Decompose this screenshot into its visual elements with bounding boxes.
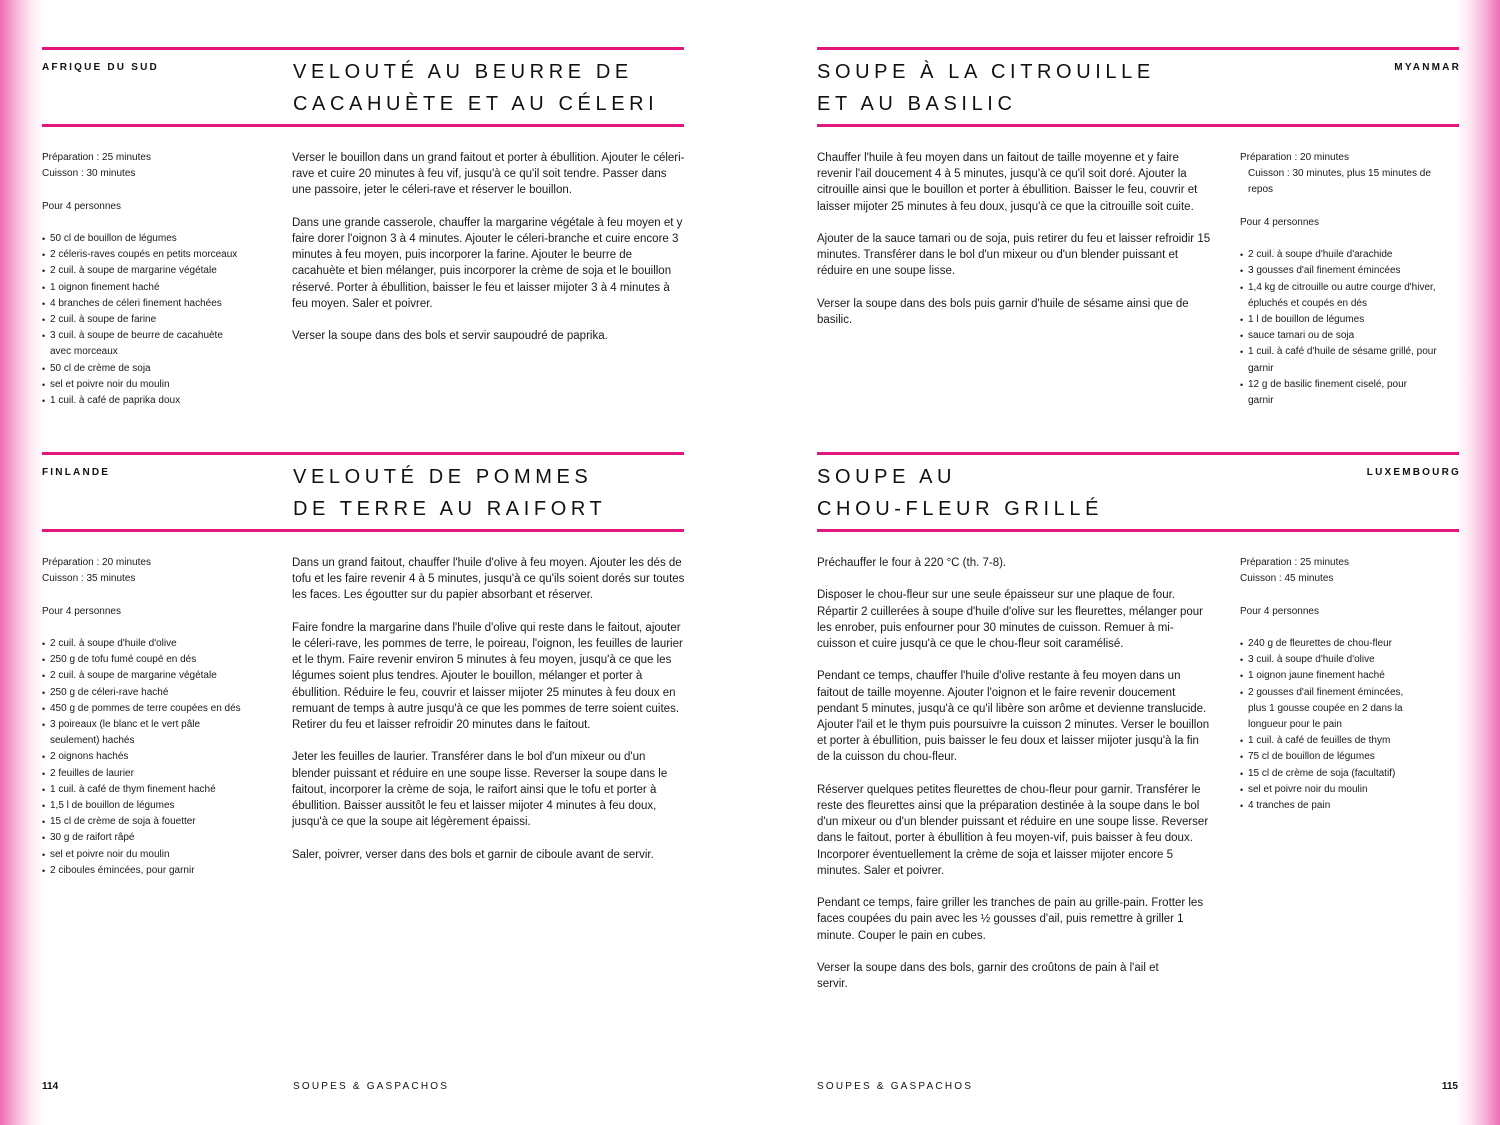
recipe-steps: [292, 555, 686, 879]
prep-time: Préparation : 20 minutes: [42, 557, 151, 568]
cook-time: Cuisson : 30 minutes, plus 15 minutes de repos: [1248, 168, 1431, 196]
ingredient: • 2 oignons hachés: [42, 749, 267, 765]
step-paragraph: Saler, poivrer, verser dans des bols et garnir de ciboule avant de servir.: [292, 848, 654, 861]
ingredient-list: [42, 636, 267, 879]
ingredient: • 2 cuil. à soupe d'huile d'olive: [42, 636, 267, 652]
step-paragraph: Verser le bouillon dans un grand faitout et porter à ébullition. Ajouter le céleri-rave et cuire 20 minutes à feu vif, jusqu'à ce qu'il soit tendre. Passer dans une passoire, jeter le céleri-rave et réserver le bouillon.: [292, 152, 685, 197]
ingredient: • 1,4 kg de citrouille ou autre courge d'hiver, épluchés et coupés en dés: [1240, 280, 1458, 312]
title-line: VELOUTÉ DE POMMES: [293, 466, 593, 488]
recipe-country: MYANMAR: [1394, 62, 1461, 73]
step-paragraph: Dans une grande casserole, chauffer la margarine végétale à feu moyen et y faire dorer l'oignon 3 à 4 minutes. Ajouter le céleri-branche et cuire encore 3 minutes à feu moyen, puis incorporer la farine. Ajouter le beurre de cacahuète et bien mélanger, puis incorporer la crème de soja et le bouillon réservé. Porter à ébullition, baisser le feu et laisser mijoter 3 à 4 minutes à feu moyen. Saler et poivrer.: [292, 216, 683, 310]
recipe-country: LUXEMBOURG: [1366, 467, 1461, 478]
title-line: SOUPE À LA CITROUILLE: [817, 61, 1155, 83]
recipe-title: [293, 461, 606, 525]
page-edge-left: [0, 0, 44, 1125]
ingredient: • 15 cl de crème de soja à fouetter: [42, 814, 267, 830]
ingredient: • 15 cl de crème de soja (facultatif): [1240, 766, 1458, 782]
servings: Pour 4 personnes: [42, 605, 121, 617]
title-line: CHOU-FLEUR GRILLÉ: [817, 498, 1104, 520]
ingredient: • 2 feuilles de laurier: [42, 766, 267, 782]
ingredient: • 3 cuil. à soupe d'huile d'olive: [1240, 652, 1458, 668]
ingredient: • sel et poivre noir du moulin: [1240, 782, 1458, 798]
step-paragraph: Verser la soupe dans des bols, garnir des croûtons de pain à l'ail et servir.: [817, 962, 1159, 991]
ingredient: • 50 cl de crème de soja: [42, 361, 267, 377]
ingredient: • 1 cuil. à café de thym finement haché: [42, 782, 267, 798]
page-edge-right: [1456, 0, 1500, 1125]
ingredient: • sauce tamari ou de soja: [1240, 328, 1458, 344]
bottom-rule: [42, 124, 684, 127]
servings: Pour 4 personnes: [42, 200, 121, 212]
step-paragraph: Préchauffer le four à 220 °C (th. 7-8).: [817, 557, 1007, 569]
ingredient-list: [1240, 636, 1458, 814]
step-paragraph: Jeter les feuilles de laurier. Transférer dans le bol d'un mixeur ou d'un blender puissant et réduire en une soupe lisse. Reverser la soupe dans le faitout, incorporer la crème de soja, le raifort ainsi que le tofu et porter à ébullition. Baisser aussitôt le feu et laisser mijoter 4 minutes à feu doux, jusqu'à ce que la soupe ait légèrement épaissi.: [292, 751, 668, 829]
recipe-steps: [292, 150, 686, 361]
bottom-rule: [817, 124, 1459, 127]
ingredient: • 30 g de raifort râpé: [42, 830, 267, 846]
top-rule: [42, 47, 684, 50]
step-paragraph: Disposer le chou-fleur sur une seule épaisseur sur une plaque de four. Répartir 2 cuillerées à soupe d'huile d'olive sur les fleurettes, mélanger pour les enrober, puis enfourner pour 30 minutes de cuisson. Remuer à mi-cuisson et cuire jusqu'à ce que le chou-fleur soit caramélisé.: [817, 589, 1204, 650]
recipe-meta: [1240, 555, 1458, 814]
title-line: CACAHUÈTE ET AU CÉLERI: [293, 93, 659, 115]
step-paragraph: Dans un grand faitout, chauffer l'huile d'olive à feu moyen. Ajouter les dés de tofu et les faire revenir 4 à 5 minutes, jusqu'à ce qu'ils soient dorés sur toutes les faces. Les égoutter sur du papier absorbant et réserver.: [292, 557, 685, 602]
bottom-rule: [817, 529, 1459, 532]
top-rule: [817, 452, 1459, 455]
ingredient: • 250 g de tofu fumé coupé en dés: [42, 652, 267, 668]
step-paragraph: Pendant ce temps, faire griller les tranches de pain au grille-pain. Frotter les faces coupées du pain avec les ½ gousses d'ail, puis remettre à griller 1 minute. Couper le pain en cubes.: [817, 897, 1204, 942]
ingredient: • 240 g de fleurettes de chou-fleur: [1240, 636, 1458, 652]
recipe-meta: [42, 150, 267, 409]
ingredient: • 1,5 l de bouillon de légumes: [42, 798, 267, 814]
top-rule: [817, 47, 1459, 50]
servings: Pour 4 personnes: [1240, 216, 1319, 228]
ingredient: • 1 cuil. à café d'huile de sésame grillé, pour garnir: [1240, 344, 1458, 376]
ingredient: • 3 gousses d'ail finement émincées: [1240, 263, 1458, 279]
ingredient: • 1 cuil. à café de paprika doux: [42, 393, 267, 409]
ingredient: • 450 g de pommes de terre coupées en dés: [42, 701, 267, 717]
cook-time: Cuisson : 35 minutes: [42, 573, 136, 585]
prep-time: Préparation : 25 minutes: [1240, 557, 1349, 568]
recipe-steps: [817, 555, 1211, 1009]
cook-time: Cuisson : 30 minutes: [42, 168, 136, 180]
recipe-meta: [1240, 150, 1458, 409]
ingredient-list: [42, 231, 267, 409]
ingredient: • 2 cuil. à soupe de margarine végétale: [42, 263, 267, 279]
servings: Pour 4 personnes: [1240, 605, 1319, 617]
ingredient-list: [1240, 247, 1458, 409]
ingredient: • 2 cuil. à soupe de farine: [42, 312, 267, 328]
title-line: DE TERRE AU RAIFORT: [293, 498, 607, 520]
top-rule: [42, 452, 684, 455]
recipe-times: [1240, 555, 1458, 587]
step-paragraph: Ajouter de la sauce tamari ou de soja, puis retirer du feu et laisser refroidir 15 minutes. Transférer dans le bol d'un mixeur ou d'un blender puissant et réduire en une soupe lisse.: [817, 233, 1211, 278]
ingredient: • 2 cuil. à soupe de margarine végétale: [42, 668, 267, 684]
prep-time: Préparation : 20 minutes: [1240, 152, 1349, 163]
ingredient: • 4 branches de céleri finement hachées: [42, 296, 267, 312]
ingredient: • 1 cuil. à café de feuilles de thym: [1240, 733, 1458, 749]
recipe-title: [817, 56, 1155, 120]
ingredient: • 50 cl de bouillon de légumes: [42, 231, 267, 247]
ingredient: • 2 gousses d'ail finement émincées, plus 1 gousse coupée en 2 dans la longueur pour le pain: [1240, 685, 1458, 734]
recipe-title: [817, 461, 1103, 525]
title-line: SOUPE AU: [817, 466, 957, 488]
recipe-steps: [817, 150, 1211, 344]
ingredient: • 2 cuil. à soupe d'huile d'arachide: [1240, 247, 1458, 263]
recipe-country: AFRIQUE DU SUD: [42, 62, 159, 73]
step-paragraph: Verser la soupe dans des bols et servir saupoudré de paprika.: [292, 330, 608, 343]
step-paragraph: Verser la soupe dans des bols puis garnir d'huile de sésame ainsi que de basilic.: [817, 297, 1189, 326]
ingredient: • 1 l de bouillon de légumes: [1240, 312, 1458, 328]
cook-time: Cuisson : 45 minutes: [1240, 573, 1334, 585]
step-paragraph: Faire fondre la margarine dans l'huile d'olive qui reste dans le faitout, ajouter le céleri-rave, les pommes de terre, le poireau, l'oignon, les feuilles de laurier et le thym. Faire revenir environ 5 minutes à feu moyen, jusqu'à ce que les légumes soient plus tendres. Ajouter le bouillon, mélanger et porter à ébullition. Réduire le feu, couvrir et laisser mijoter 25 minutes à feu doux en remuant de temps à autre jusqu'à ce que les pommes de terre soient cuites. Retirer du feu et laisser refroidir 20 minutes dans le faitout.: [292, 621, 683, 732]
recipe-times: [42, 150, 267, 182]
step-paragraph: Réserver quelques petites fleurettes de chou-fleur pour garnir. Transférer le reste des fleurettes ainsi que la préparation destinée à la soupe dans le bol d'un mixeur ou d'un blender puissant et réduire en une soupe lisse. Reverser dans le faitout, porter à ébullition à feu moyen-vif, puis baisser à feu doux. Incorporer éventuellement la crème de soja et laisser mijoter encore 5 minutes. Saler et poivrer.: [817, 783, 1209, 877]
ingredient: • 2 ciboules émincées, pour garnir: [42, 863, 267, 879]
ingredient: • sel et poivre noir du moulin: [42, 847, 267, 863]
ingredient: • 250 g de céleri-rave haché: [42, 685, 267, 701]
recipe-country: FINLANDE: [42, 467, 111, 478]
ingredient: • sel et poivre noir du moulin: [42, 377, 267, 393]
ingredient: • 3 cuil. à soupe de beurre de cacahuète avec morceaux: [42, 328, 267, 360]
page-number-right: 115: [1441, 1081, 1458, 1092]
recipe-times: [1240, 150, 1458, 199]
ingredient: • 1 oignon jaune finement haché: [1240, 668, 1458, 684]
prep-time: Préparation : 25 minutes: [42, 152, 151, 163]
step-paragraph: Chauffer l'huile à feu moyen dans un faitout de taille moyenne et y faire revenir l'ail doucement 4 à 5 minutes, jusqu'à ce qu'il soit doré. Ajouter la citrouille ainsi que le bouillon et porter à ébullition. Baisser le feu, couvrir et laisser mijoter 25 minutes à feu doux, jusqu'à ce que la citrouille soit cuite.: [817, 152, 1198, 213]
ingredient: • 12 g de basilic finement ciselé, pour garnir: [1240, 377, 1458, 409]
page-number-left: 114: [42, 1081, 59, 1092]
section-title-right: SOUPES & GASPACHOS: [817, 1081, 974, 1092]
recipe-meta: [42, 555, 267, 879]
recipe-title: [293, 56, 658, 120]
title-line: ET AU BASILIC: [817, 93, 1017, 115]
ingredient: • 75 cl de bouillon de légumes: [1240, 749, 1458, 765]
bottom-rule: [42, 529, 684, 532]
ingredient: • 4 tranches de pain: [1240, 798, 1458, 814]
ingredient: • 3 poireaux (le blanc et le vert pâle seulement) hachés: [42, 717, 267, 749]
recipe-times: [42, 555, 267, 587]
ingredient: • 2 céleris-raves coupés en petits morceaux: [42, 247, 267, 263]
step-paragraph: Pendant ce temps, chauffer l'huile d'olive restante à feu moyen dans un faitout de taille moyenne. Ajouter l'oignon et le faire revenir doucement pendant 5 minutes, jusqu'à ce qu'il libère son arôme et devienne translucide. Ajouter l'ail et le thym puis poursuivre la cuisson 2 minutes. Verser le bouillon et porter à ébullition, puis baisser le feu doux et laisser mijoter jusqu'à la fin de la cuisson du chou-fleur.: [817, 670, 1210, 764]
section-title-left: SOUPES & GASPACHOS: [293, 1081, 450, 1092]
title-line: VELOUTÉ AU BEURRE DE: [293, 61, 633, 83]
ingredient: • 1 oignon finement haché: [42, 280, 267, 296]
